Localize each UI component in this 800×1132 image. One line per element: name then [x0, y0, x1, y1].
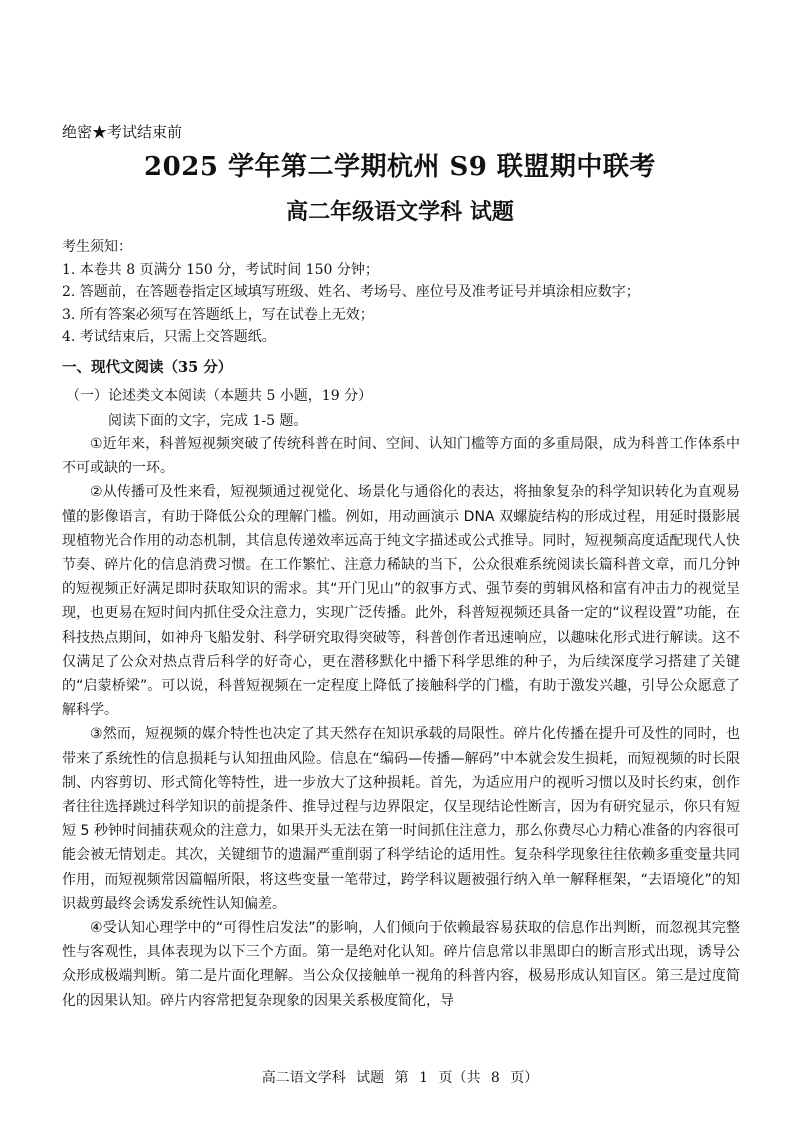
exam-title: 2025 学年第二学期杭州 S9 联盟期中联考 — [144, 152, 656, 182]
reading-instruction: 阅读下面的文字，完成 1-5 题。 — [108, 413, 308, 429]
notice-item: 4. 考试结束后，只需上交答题纸。 — [62, 329, 276, 345]
notice-item: 2. 答题前，在答题卷指定区域填写班级、姓名、考场号、座位号及准考证号并填涂相应数字； — [62, 284, 640, 300]
notice-heading: 考生须知： — [62, 239, 132, 255]
notice-item: 3. 所有答案必须写在答题纸上，写在试卷上无效； — [62, 306, 374, 323]
passage-paragraph-1: ①近年来，科普短视频突破了传统科普在时间、空间、认知门槛等方面的多重局限，成为科普工作体系中不可或缺的一环。 — [62, 436, 740, 477]
section-heading: 一、现代文阅读（35 分） — [62, 359, 233, 376]
candidate-notice — [62, 236, 752, 349]
passage-paragraph-4: ④受认知心理学中的“可得性启发法”的影响，人们倾向于依赖最容易获取的信息作出判断，而忽视其完整性与客观性，具体表现为以下三个方面。第一是绝对化认知。碎片信息常以非黑即白的断言形式出现，诱导公众形成极端判断。第二是片面化理解。当公众仅接触单一视角的科普内容，极易形成认知盲区。第三是过度简化的因果认知。碎片内容常把复杂现象的因果关系极度简化，导 — [62, 920, 740, 1009]
notice-item: 1. 本卷共 8 页满分 150 分，考试时间 150 分钟； — [62, 261, 379, 278]
secret-mark: 绝密★考试结束前 — [62, 123, 183, 141]
page-footer: 高二语文学科 试题 第 1 页（共 8 页） — [261, 1070, 539, 1086]
passage-paragraph-3: ③然而，短视频的媒介特性也决定了其天然存在知识承载的局限性。碎片化传播在提升可及性的同时，也带来了系统性的信息损耗与认知扭曲风险。信息在“编码—传播—解码”中本就会发生损耗，而短视频的时长限制、内容剪切、形式简化等特性，进一步放大了这种损耗。首先，为适应用户的视听习惯以及时长约束，创作者往往选择跳过科学知识的前提条件、推导过程与边界限定，仅呈现结论性断言，因为有研究显示，你只有短短 5 秒钟时间捕获观众的注意力，如果开头无法在第一时间抓住注意力，那么你费尽心力精心准备的内容很可能会被无情划走。其次，关键细节的遗漏严重削弱了科学结论的适用性。复杂科学现象往往依赖多重变量共同作用，而短视频常因篇幅所限，将这些变量一笔带过，跨学科议题被强行纳入单一解释框架，“去语境化”的知识裁剪最终会诱发系统性认知偏差。 — [62, 726, 740, 912]
passage-paragraph-2: ②从传播可及性来看，短视频通过视觉化、场景化与通俗化的表达，将抽象复杂的科学知识转化为直观易懂的影像语言，有助于降低公众的理解门槛。例如，用动画演示 DNA 双螺旋结构的形成过程，用延时摄影展现植物光合作用的动态机制，其信息传递效率远高于纯文字描述或公式推导。同时，短视频高度适配现代人快节奏、碎片化的信息消费习惯。在工作繁忙、注意力稀缺的当下，公众很难系统阅读长篇科普文章，而几分钟的短视频正好满足即时获取知识的需求。其“开门见山”的叙事方式、强节奏的剪辑风格和富有冲击力的视觉呈现，也更易在短时间内抓住受众注意力，实现广泛传播。此外，科普短视频还具备一定的“议程设置”功能，在科技热点期间，如神舟飞船发射、科学研究取得突破等，科普创作者迅速响应，以趣味化形式进行解读。这不仅满足了公众对热点背后科学的好奇心，更在潜移默化中播下科学思维的种子，为后续深度学习搭建了关键的“启蒙桥梁”。可以说，科普短视频在一定程度上降低了接触科学的门槛，有助于激发兴趣，引导公众愿意了解科学。 — [62, 484, 740, 719]
reading-passage — [62, 432, 740, 1013]
subsection-heading: （一）论述类文本阅读（本题共 5 小题，19 分） — [66, 388, 373, 404]
exam-subtitle: 高二年级语文学科 试题 — [286, 199, 514, 225]
